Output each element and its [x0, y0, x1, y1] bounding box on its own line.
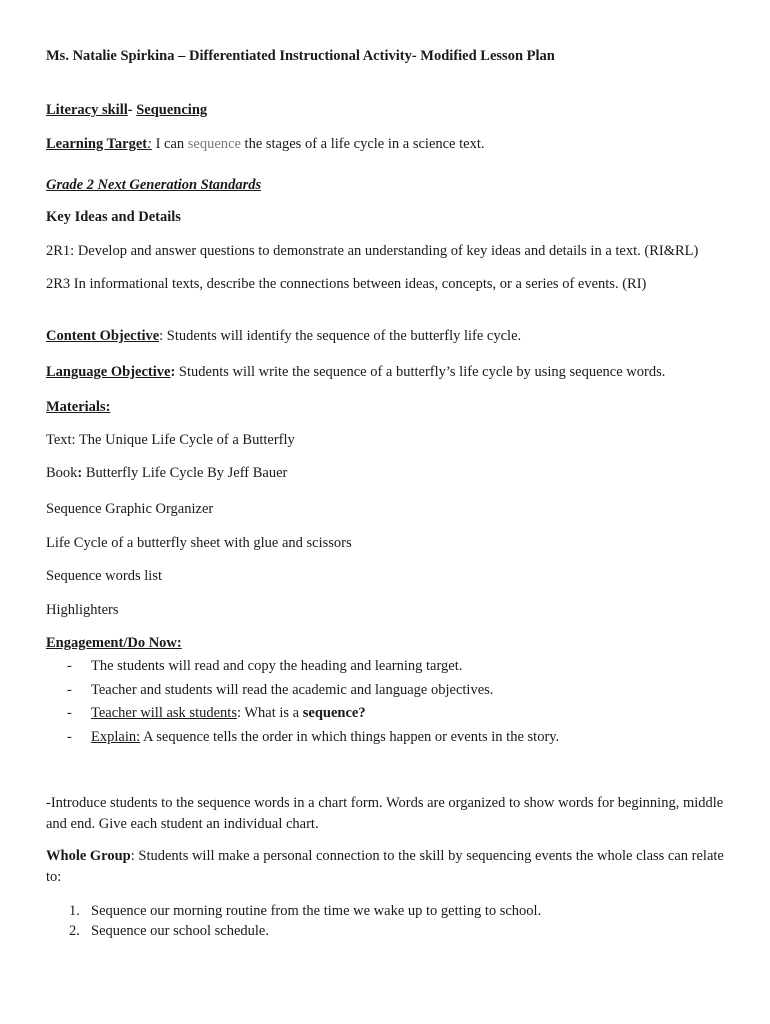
- learning-target-highlight: sequence: [187, 136, 241, 152]
- material-text-item: Text: The Unique Life Cycle of a Butterfly: [46, 432, 295, 448]
- language-objective-label: Language Objective: [46, 364, 171, 380]
- material-organizer: Sequence Graphic Organizer: [46, 501, 214, 517]
- list-number: 1.: [69, 903, 80, 919]
- list-item: [69, 902, 541, 920]
- language-objective-line: [46, 363, 665, 381]
- engagement-item-text: A sequence tells the order in which things happen or events in the story.: [140, 729, 560, 745]
- learning-target-label: Learning Target: [46, 136, 148, 152]
- engagement-item-label: Teacher will ask students: [91, 705, 237, 721]
- engagement-item-text: The students will read and copy the heading and learning target.: [91, 658, 463, 674]
- whole-group-text: : Students will make a personal connection to the skill by sequencing events the whole class can relate to:: [46, 848, 724, 885]
- literacy-skill-line: [46, 101, 207, 119]
- list-item: [67, 704, 366, 722]
- whole-group-paragraph: [46, 846, 736, 888]
- literacy-skill-label: Literacy skill: [46, 102, 128, 118]
- engagement-item-bold: sequence?: [302, 705, 366, 721]
- list-number: 2.: [69, 923, 80, 939]
- literacy-skill-separator: -: [127, 102, 137, 118]
- standard-2r1: 2R1: Develop and answer questions to demonstrate an understanding of key ideas and details in a text. (RI&RL): [46, 243, 699, 259]
- content-objective-text: : Students will identify the sequence of the butterfly life cycle.: [159, 328, 522, 344]
- content-objective-line: [46, 327, 521, 345]
- dash-bullet: -: [67, 705, 72, 721]
- dash-bullet: -: [67, 658, 72, 674]
- content-objective-label: Content Objective: [46, 328, 160, 344]
- list-item-text: Sequence our school schedule.: [91, 923, 269, 939]
- introduce-paragraph: -Introduce students to the sequence words in a chart form. Words are organized to show words for beginning, middle and end. Give each student an individual chart.: [46, 795, 724, 832]
- language-objective-colon: :: [170, 364, 176, 380]
- material-highlighters: Highlighters: [46, 602, 119, 618]
- engagement-item-text: Teacher and students will read the academic and language objectives.: [91, 682, 494, 698]
- list-item: [67, 728, 559, 746]
- material-book-text: Butterfly Life Cycle By Jeff Bauer: [82, 465, 288, 481]
- list-item: [67, 681, 493, 699]
- engagement-heading: Engagement/Do Now:: [46, 635, 182, 651]
- list-item-text: Sequence our morning routine from the time we wake up to getting to school.: [91, 903, 542, 919]
- key-ideas-heading: Key Ideas and Details: [46, 209, 181, 225]
- learning-target-line: [46, 135, 485, 153]
- learning-target-colon: :: [147, 136, 152, 152]
- material-words-list: Sequence words list: [46, 568, 162, 584]
- page-title: Ms. Natalie Spirkina – Differentiated Instructional Activity- Modified Lesson Plan: [46, 48, 555, 64]
- material-book-label: Book: [46, 465, 78, 481]
- learning-target-text-after: the stages of a life cycle in a science text.: [240, 136, 485, 152]
- materials-heading: Materials:: [46, 399, 111, 415]
- material-book-colon: :: [77, 465, 83, 481]
- learning-target-text-before: I can: [151, 136, 188, 152]
- standards-heading: Grade 2 Next Generation Standards: [46, 177, 262, 193]
- list-item: [69, 922, 269, 940]
- dash-bullet: -: [67, 729, 72, 745]
- whole-group-label: Whole Group: [46, 848, 131, 864]
- literacy-skill-value: Sequencing: [136, 102, 208, 118]
- language-objective-text: Students will write the sequence of a butterfly’s life cycle by using sequence words.: [175, 364, 666, 380]
- engagement-item-text: : What is a: [236, 705, 303, 721]
- engagement-item-label: Explain:: [91, 729, 141, 745]
- material-book-line: [46, 464, 287, 482]
- material-sheet: Life Cycle of a butterfly sheet with glue and scissors: [46, 535, 352, 551]
- list-item: [67, 657, 462, 675]
- standard-2r3: 2R3 In informational texts, describe the connections between ideas, concepts, or a series of events. (RI): [46, 276, 647, 292]
- dash-bullet: -: [67, 682, 72, 698]
